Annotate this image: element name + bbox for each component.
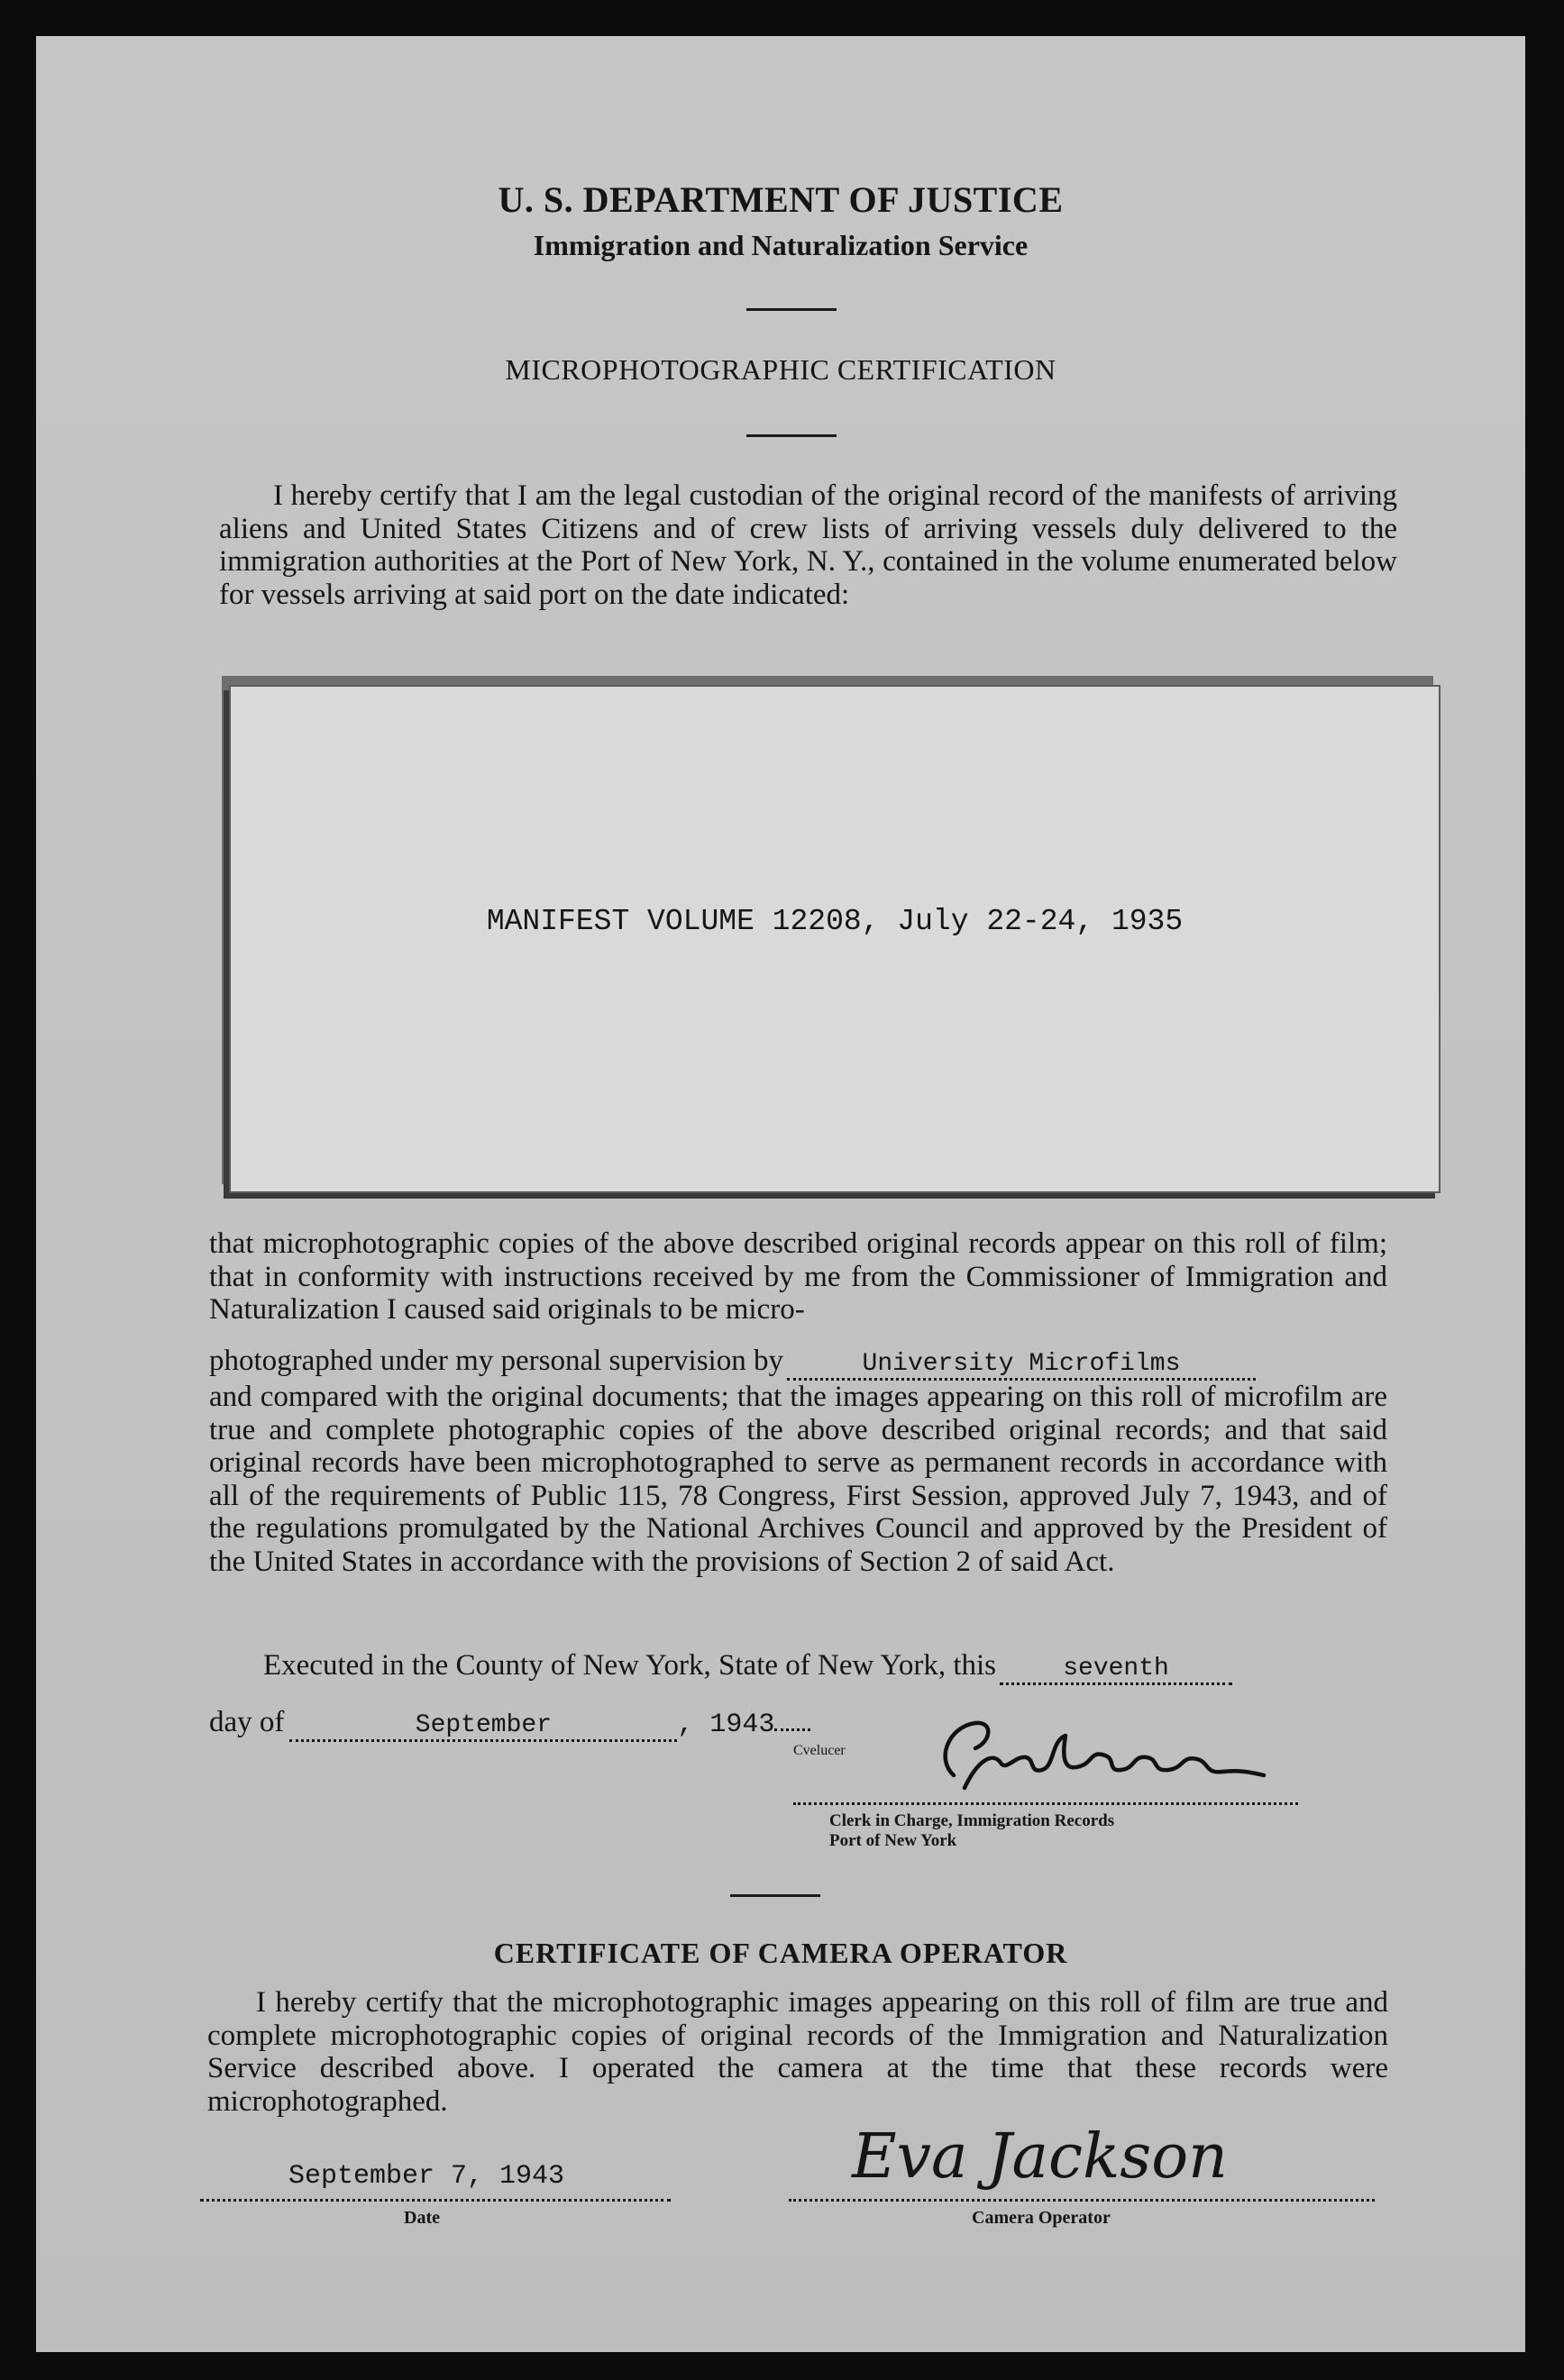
clerk-signature-line	[793, 1743, 1298, 1805]
execution-prefix: Executed in the County of New York, State of New York, this	[263, 1649, 997, 1682]
date-label: Date	[404, 2208, 440, 2228]
execution-year: , 1943	[677, 1710, 775, 1740]
clerk-title: Clerk in Charge, Immigration Records	[829, 1811, 1115, 1830]
custodian-paragraph: I hereby certify that I am the legal custodian of the original record of the manifests of arriving aliens and United States Citizens and of crew lists of arriving vessels duly delivered to the immigration authorities at the Port of New York, N. Y., contained in the volume enumerated below for vessels arriving at said port on the date indicated:	[219, 479, 1397, 611]
execution-day-field: seventh	[1000, 1655, 1232, 1685]
certification-paragraph-continued: and compared with the original documents; that the images appearing on this roll of microfilm are true and complete photographic copies of the above described original records; and that said original records have been microphotographed to serve as permanent records in accordance with all of the requirements of Public 115, 78 Congress, First Session, approved July 7, 1943, and of the regulations promulgated by the National Archives Council and approved by the President of the United States in accordance with the provisions of Section 2 of said Act.	[209, 1381, 1387, 1578]
divider-rule	[746, 308, 837, 311]
day-of-label: day of	[209, 1706, 285, 1738]
volume-slip	[229, 685, 1441, 1193]
divider-rule	[730, 1894, 820, 1897]
supervision-prefix: photographed under my personal supervision by	[209, 1345, 783, 1377]
service-subtitle: Immigration and Naturalization Service	[533, 229, 1029, 261]
operator-label: Camera Operator	[972, 2208, 1111, 2228]
execution-month-field: September	[289, 1711, 677, 1742]
certificate-page	[36, 36, 1525, 2352]
supervision-line	[209, 1345, 1256, 1381]
filmed-by-field: University Microfilms	[787, 1350, 1256, 1381]
year-trail-dots	[774, 1728, 810, 1731]
signature-text: Cvelucer	[793, 1743, 846, 1758]
operator-signature-line	[789, 2121, 1375, 2202]
date-signature-line	[200, 2159, 671, 2202]
certification-paragraph: that microphotographic copies of the above described original records appear on this roll of film; that in conformity with instructions received by me from the Commissioner of Immigration and Naturalization I caused said originals to be micro-	[209, 1227, 1387, 1326]
manifest-volume-label: MANIFEST VOLUME 12208, July 22-24, 1935	[486, 905, 1184, 938]
certification-heading: MICROPHOTOGRAPHIC CERTIFICATION	[505, 353, 1056, 386]
camera-certificate-paragraph: I hereby certify that the microphotographic images appearing on this roll of film are true and complete microphotographic copies of original records of the Immigration and Naturalization Service described above. I operated the camera at the time that these records were microphotographed.	[207, 1986, 1388, 2118]
camera-date-value: September 7, 1943	[288, 2161, 565, 2192]
execution-line	[263, 1649, 1232, 1685]
operator-signature: Eva Jackson	[852, 2121, 1228, 2193]
department-title: U. S. DEPARTMENT OF JUSTICE	[498, 179, 1064, 220]
camera-certificate-heading: CERTIFICATE OF CAMERA OPERATOR	[493, 1937, 1068, 1969]
divider-rule	[746, 434, 837, 437]
clerk-port: Port of New York	[829, 1831, 957, 1850]
clerk-signature	[928, 1705, 1271, 1804]
